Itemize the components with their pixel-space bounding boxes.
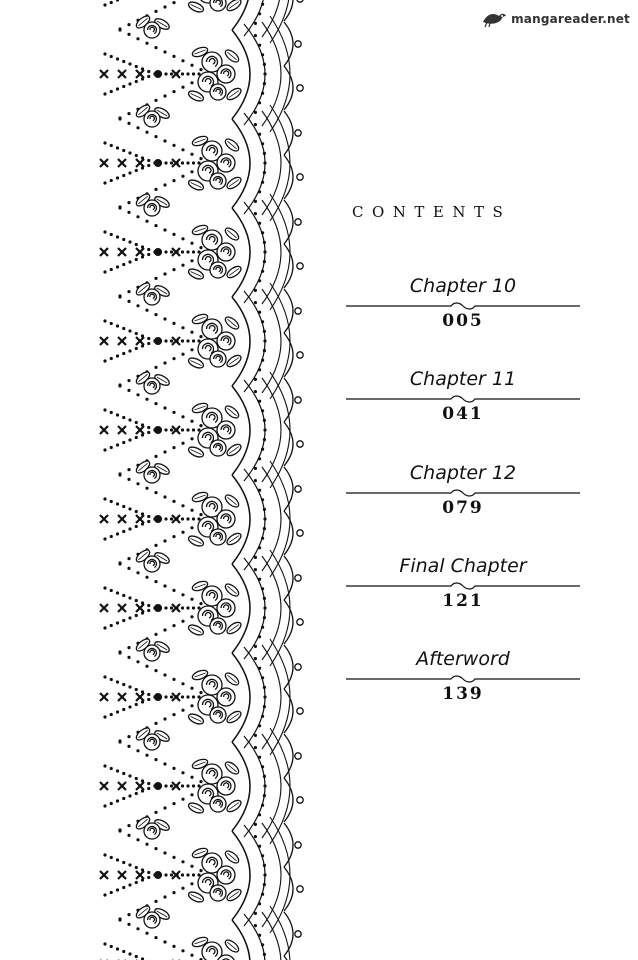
- toc-entry: [346, 275, 580, 345]
- flourish-divider-icon: [346, 394, 580, 404]
- toc-entry: [346, 368, 580, 438]
- contents-heading: CONTENTS: [352, 203, 512, 221]
- toc-chapter-label: Afterword: [416, 648, 510, 670]
- toc-entry: [346, 648, 580, 718]
- watermark: [481, 10, 630, 28]
- flourish-divider-icon: [346, 581, 580, 591]
- toc-page-number: 121: [442, 591, 484, 611]
- toc-chapter-label: Final Chapter: [399, 555, 527, 577]
- toc-page-number: 005: [442, 311, 484, 331]
- toc-chapter-label: Chapter 12: [409, 462, 517, 484]
- flourish-divider-icon: [346, 301, 580, 311]
- toc-page-number: 041: [442, 404, 484, 424]
- toc-page-number: 139: [442, 684, 484, 704]
- toc-chapter-label: Chapter 10: [409, 275, 517, 297]
- flourish-divider-icon: [346, 674, 580, 684]
- bird-logo-icon: [481, 10, 507, 28]
- toc-chapter-label: Chapter 11: [409, 368, 517, 390]
- watermark-text: mangareader.net: [511, 12, 630, 26]
- toc-page-number: 079: [442, 498, 484, 518]
- toc-entry: [346, 555, 580, 625]
- toc-entry: [346, 462, 580, 532]
- flourish-divider-icon: [346, 488, 580, 498]
